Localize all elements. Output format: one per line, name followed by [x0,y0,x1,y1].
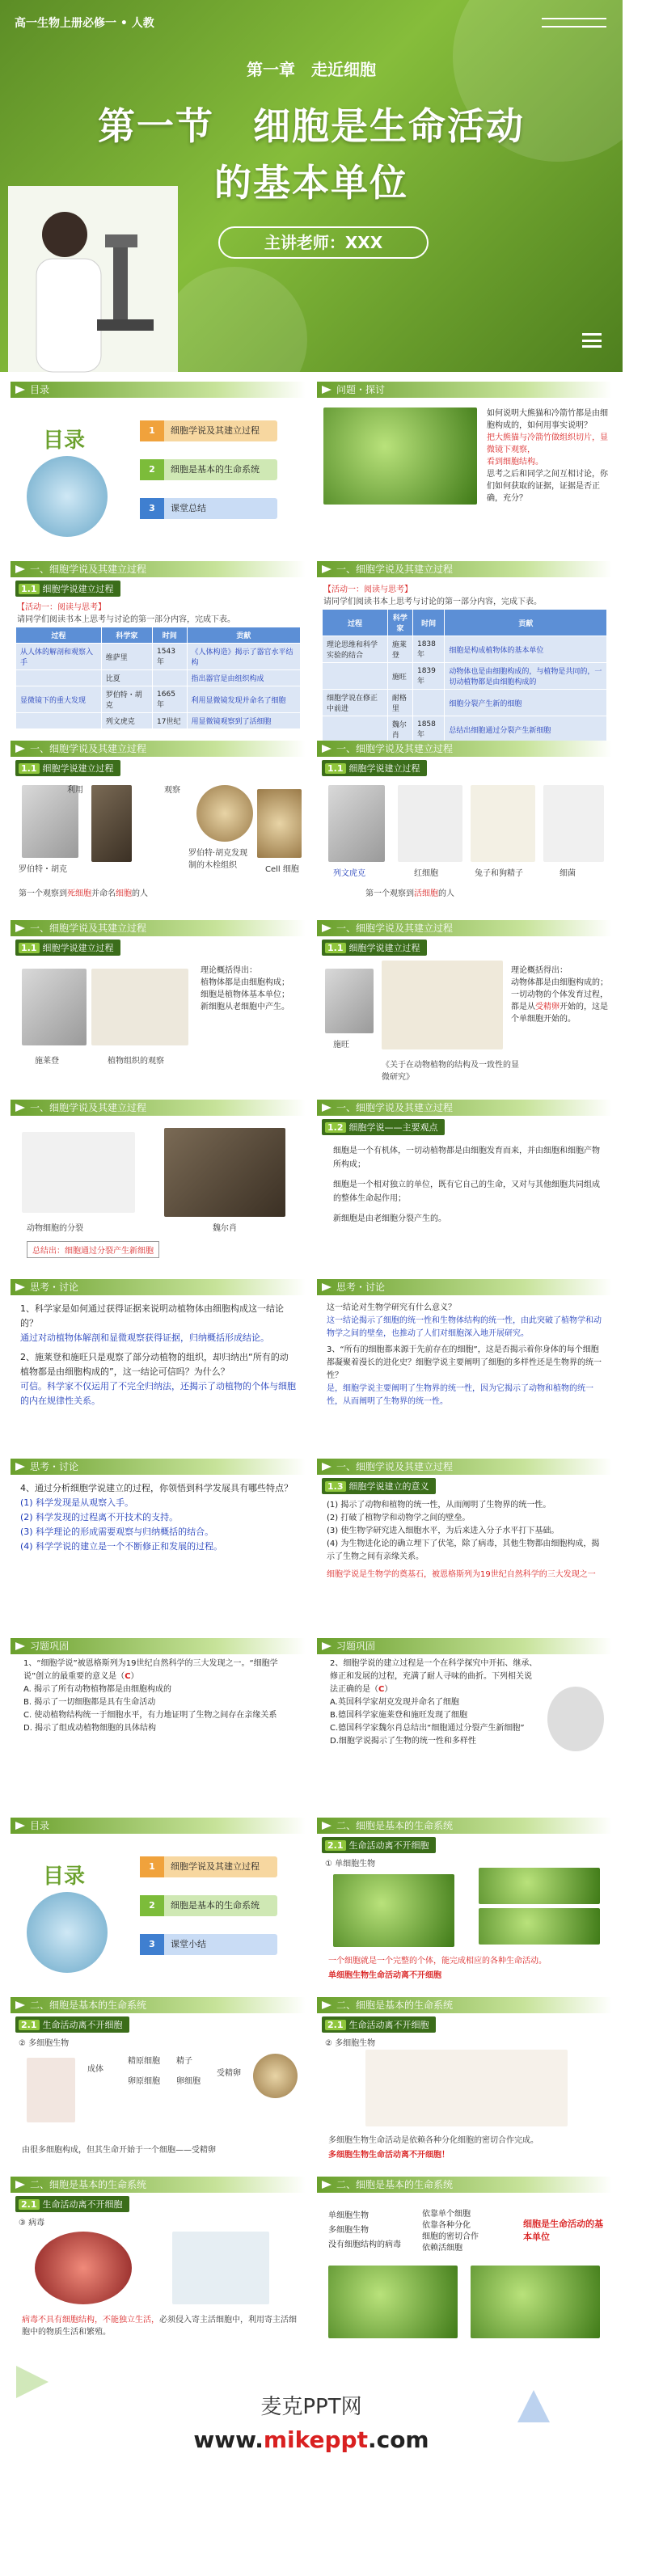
slide-header: 一、细胞学说及其建立过程 [11,561,306,577]
cover-slide [0,0,623,372]
slide-header: 习题巩固 [317,1638,612,1654]
question-4: 4、通过分析细胞学说建立的过程，你领悟到科学发展具有哪些特点？ [20,1483,293,1493]
activity-intro: 请同学们阅读书本上思考与讨论的第一部分内容，完成下表。 [17,615,235,624]
question-text: 如何说明大熊猫和冷箭竹都是由细胞构成的，如何用事实说明？ 把大熊猫与冷箭竹做组织切片，显微镜下观察， 看到细胞结构。 思考之后和同学之间互相讨论，你们如何获取的证据，证据是否正确，充分？ [487,409,608,503]
exercise-answer: C [378,1685,385,1694]
coop-text: 多细胞生物生命活动是依赖各种分化细胞的密切合作完成。 [328,2136,538,2145]
sperm-label: 精子 [176,2057,192,2066]
table-row: 比夏 指出器官是由组织构成 [16,670,301,686]
cell-honeycomb-image [257,789,302,858]
schleiden-caption: 施莱登 [35,1057,59,1066]
option-d[interactable]: D.细胞学说揭示了生物的统一性和多样性 [330,1737,476,1746]
cell-image-1 [328,2266,458,2338]
subsection-label: 1.1 细胞学说建立过程 [15,581,120,597]
slide-header: 一、细胞学说及其建立过程 [11,920,306,936]
subsection-label: 2.1 生命活动离不开细胞 [15,2016,129,2033]
red-cell-drawing [398,785,462,862]
observe-label: 观察 [164,786,180,795]
slide-header: 一、细胞学说及其建立过程 [317,1459,612,1475]
scientist-microscope-image [8,186,178,372]
subsection-label: 1.2 细胞学说——主要观点 [322,1119,445,1135]
multi-cell-coop-slide [317,1997,612,2167]
history-table-slide [11,561,306,731]
zygote-image [253,2054,298,2098]
adult-label: 成体 [87,2065,103,2074]
lesson-title-line1: 第一节 细胞是生命活动 [98,104,525,148]
activity-label: 【活动一：阅读与思考】 [17,603,106,612]
cork-caption: 罗伯特·胡克发现制的木栓组织 [188,849,248,870]
bacteria-drawing [543,785,604,862]
rbc-caption: 红细胞 [414,869,438,878]
question-slide [317,382,612,551]
toc-item-2[interactable]: 2 细胞是基本的生命系统 [140,459,277,480]
significance-slide [317,1459,612,1628]
zygote-label: 受精卵 [217,2069,241,2078]
table-row: 显微镜下的重大发现 罗伯特・胡克 1665年 利用显微镜发现并命名了细胞 [16,686,301,713]
virchow-image [164,1128,285,1217]
think-slide-2 [317,1279,612,1449]
coop-conclusion: 多细胞生物生命活动离不开细胞！ [328,2151,450,2160]
microscope-image [91,785,132,862]
history-table [15,627,301,729]
bacteria-caption: 细菌 [560,869,576,878]
slide-header: 问题・探讨 [317,382,612,398]
slide-header: 二、细胞是基本的生命系统 [317,1818,612,1834]
virchow-summary: 总结出：细胞通过分裂产生新细胞 [27,1241,159,1258]
single-cell-slide [317,1818,612,1987]
option-a[interactable]: A. 揭示了所有动物植物都是由细胞构成的 [23,1685,172,1694]
point-item: (1) 科学发现是从观察入手。 [20,1497,134,1508]
table-row: 细胞学说在修正中前进 耐格里 细胞分裂产生新的细胞 [323,690,607,716]
schleiden-portrait [22,969,87,1045]
table-row: 施旺 1839年 动物体也是由细胞构成的，与植物是共同的，一切动植物都是由细胞构成的 [323,663,607,690]
question-1: 1、科学家是如何通过获得证据来说明动植物体由细胞构成这一结论的？ [20,1303,284,1328]
exercise-question: 2、细胞学说的建立过程是一个在科学探究中开拓、继承、修正和发展的过程，充满了耐人寻味的曲折。下列相关说法正确的是（C） [330,1659,538,1694]
point-item: 细胞是一个相对独立的单位，既有它自己的生命，又对与其他细胞共同组成的整体生命起作用； [333,1180,600,1203]
slide-header: 二、细胞是基本的生命系统 [11,2177,306,2193]
hooke-portrait [22,785,78,858]
paramecium-image [333,1874,454,1947]
subsection-label: 1.1 细胞学说建立过程 [322,760,427,776]
point-item: (3) 科学理论的形成需要观察与归纳概括的结合。 [20,1527,214,1537]
slide-header: 一、细胞学说及其建立过程 [11,1100,306,1116]
schwann-points: 理论概括得出： 动物体都是由细胞构成的；一切动物的个体发育过程，都是从受精卵开始的，这是个单细胞开始的。 [511,966,608,1024]
activity-intro: 请同学们阅读书本上思考与讨论的第一部分内容，完成下表。 [323,598,542,606]
thinking-person-icon [547,1687,604,1751]
leeuwenhoek-slide [317,741,612,910]
option-c[interactable]: C. 使动植物结构统一于细胞水平，有力地证明了生物之间存在亲缘关系 [23,1711,277,1720]
option-c[interactable]: C.德国科学家魏尔肖总结出“细胞通过分裂产生新细胞” [330,1724,525,1733]
history-table-slide-2 [317,561,612,740]
virchow-slide [11,1100,306,1269]
exercise-answer: C [125,1672,131,1681]
slide-header: 思考・讨论 [317,1279,612,1295]
schwann-book-caption: 《关于在动物植物的结构及一致性的显微研究》 [382,1061,519,1082]
schwann-caption: 施旺 [333,1041,349,1049]
toc-item-1[interactable]: 1 细胞学说及其建立过程 [140,420,277,441]
slide-header: 目录 [11,382,306,398]
course-label: 高一生物上册必修一 • 人教 [15,17,154,30]
decor-lines [542,18,606,27]
subsection-label: 1.1 细胞学说建立过程 [322,940,427,956]
answer-4: 是，细胞学说主要阐明了生物界的统一性，因为它揭示了动物和植物的统一性，从而阐明了生物界的统一性。 [327,1384,593,1406]
subsection-label: 2.1 生命活动离不开细胞 [15,2196,129,2212]
table-header-row: 过程 科学家 时间 贡献 [323,610,607,636]
slide-header: 一、细胞学说及其建立过程 [11,741,306,757]
point-item: (2) 科学发现的过程离不开技术的支持。 [20,1512,179,1522]
think-content [11,1475,306,1560]
option-a[interactable]: A.英国科学家胡克发现并命名了细胞 [330,1698,459,1707]
table-row: 魏尔肖 1858年 总结出细胞通过分裂产生新细胞 [323,716,607,743]
schleiden-slide [11,920,306,1090]
doctor-illustration [27,456,108,537]
adult-figure [27,2058,75,2122]
organism-kind: ③ 病毒 [19,2219,45,2228]
decor-triangle [16,2366,49,2398]
slide-header: 习题巩固 [11,1638,306,1654]
think-content [11,1295,306,1415]
slide-header: 一、细胞学说及其建立过程 [317,1100,612,1116]
sperm-drawing [471,785,535,862]
toc-slide [11,382,306,551]
point-item: 新细胞是由老细胞分裂产生的。 [333,1214,446,1223]
animal-cell-drawing [382,961,503,1049]
point-item: (4) 科学学说的建立是一个不断修正和发展的过程。 [20,1541,223,1552]
multi-cell-slide [11,1997,306,2167]
cell-caption: Cell 细胞 [265,865,299,874]
decor-triangle [517,2390,550,2422]
single-cell-conclusion: 单细胞生物生命活动离不开细胞 [328,1971,441,1980]
leeuwenhoek-caption: 列文虎克 [333,869,365,878]
use-label: 利用 [67,786,83,795]
main-points-list [333,1144,604,1226]
organism-types: 单细胞生物 多细胞生物 没有细胞结构的病毒 [328,2211,401,2249]
organism-kind: ① 单细胞生物 [325,1860,376,1869]
chapter-title: 第一章 走近细胞 [247,60,376,79]
plant-tissue-drawing [91,969,188,1045]
toc-item-2[interactable]: 2 细胞是基本的生命系统 [140,1895,277,1916]
hooke-summary: 第一个观察到死细胞并命名细胞的人 [19,889,148,898]
history-table [322,609,607,743]
answer-2: 可信。科学家不仅运用了不完全归纳法，还揭示了动植物的个体与细胞的内在规律性关系。 [20,1381,296,1406]
think-content [317,1295,612,1415]
sperm-caption: 兔子和狗精子 [475,869,523,878]
single-cell-text: 一个细胞就是一个完整的个体，能完成相应的各种生命活动。 [328,1957,547,1966]
virus-structure-diagram [172,2232,269,2304]
menu-icon[interactable] [582,333,602,348]
hooke-slide [11,741,306,910]
leeuwenhoek-summary: 第一个观察到活细胞的人 [365,889,454,898]
slide-header: 二、细胞是基本的生命系统 [11,1997,306,2013]
exercise-slide-1 [11,1638,306,1808]
option-b[interactable]: B.德国科学家施莱登和施旺发现了细胞 [330,1711,468,1720]
question-4: 3、“所有的细胞都来源于先前存在的细胞”，这是否揭示着你身体的每个细胞都凝聚着漫长的进化史？细胞学说主要阐明了细胞的多样性还是生物界的统一性？ [327,1345,602,1380]
table-row: 从人体的解剖和观察入手 维萨里 1543年 《人体构造》揭示了器官水平结构 [16,644,301,670]
body-systems-diagram [365,2050,568,2126]
slide-header: 二、细胞是基本的生命系统 [317,1997,612,2013]
toc-slide-2 [11,1818,306,1987]
subsection-label: 1.1 细胞学说建立过程 [15,940,120,956]
answer-1: 通过对动植物体解剖和显微观察获得证据，归纳概括形成结论。 [20,1332,269,1343]
dependency-list: 依靠单个细胞 依靠各种分化 细胞的密切合作 依赖活细胞 [422,2210,479,2253]
schleiden-points: 理论概括得出： 植物体都是由细胞构成； 细胞是植物体基本单位； 新细胞从老细胞中产生。 [201,966,289,1011]
table-row: 理论思维和科学实验的结合 施莱登 1838年 细胞是构成植物体的基本单位 [323,636,607,663]
slide-header: 二、细胞是基本的生命系统 [317,2177,612,2193]
main-points-slide [317,1100,612,1269]
think-slide-1 [11,1279,306,1449]
organism-kind: ② 多细胞生物 [325,2039,376,2048]
exercise-slide-2 [317,1638,612,1808]
slide-header: 思考・讨论 [11,1279,306,1295]
egg-origin-label: 卵原细胞 [128,2077,160,2086]
subsection-label: 2.1 生命活动离不开细胞 [322,2016,436,2033]
plant-caption: 植物组织的观察 [108,1057,164,1066]
cell-image-2 [471,2266,600,2338]
toc-title: 目录 [43,1864,86,1889]
lesson-title-line2: 的基本单位 [214,161,408,205]
virus-image [35,2232,132,2304]
slide-header: 目录 [11,1818,306,1834]
microbe-image-1 [479,1868,600,1904]
schwann-slide [317,920,612,1090]
leeuwenhoek-portrait [328,785,385,862]
virus-slide [11,2177,306,2346]
subsection-label: 1.1 细胞学说建立过程 [15,760,120,776]
summary-slide [317,2177,612,2346]
microbe-image-2 [479,1908,600,1945]
organism-kind: ② 多细胞生物 [19,2039,70,2048]
toc-title: 目录 [43,429,86,453]
table-row: 列文虎克 17世纪 用显微镜观察到了活细胞 [16,713,301,729]
hooke-caption: 罗伯特・胡克 [19,865,67,874]
answer-3: 这一结论揭示了细胞的统一性和生物体结构的统一性，由此突破了植物学和动物学之间的壁垒，也推动了人们对细胞深入地开展研究。 [327,1316,602,1338]
panda-image [323,408,477,505]
toc-item-3[interactable]: 3 课堂总结 [140,498,277,519]
conclusion: 细胞是生命活动的基本单位 [523,2219,603,2242]
point-item: 细胞是一个有机体，一切动植物都是由细胞发育而来，并由细胞和细胞产物所构成； [333,1147,600,1169]
option-b[interactable]: B. 揭示了一切细胞都是具有生命活动 [23,1698,156,1707]
option-d[interactable]: D. 揭示了组成动植物细胞的具体结构 [23,1724,157,1733]
egg-label: 卵细胞 [176,2077,201,2086]
footer [0,2358,623,2495]
sperm-origin-label: 精原细胞 [128,2057,160,2066]
slide-header: 思考・讨论 [11,1459,306,1475]
schwann-portrait [325,969,374,1033]
exercise-content [11,1654,306,1738]
table-header-row: 过程 科学家 时间 贡献 [16,627,301,644]
question-3: 这一结论对生物学研究有什么意义？ [327,1303,456,1312]
doctor-illustration [27,1892,108,1973]
significance-list: (1) 揭示了动物和植物的统一性，从而阐明了生物界的统一性。 (2) 打破了植物学和动物学之间的壁垒。 (3) 使生物学研究进入细胞水平，为后来进入分子水平打下基础。 (4) 为生物进化论的确立埋下了伏笔，除了病毒，其他生物都由细胞构成，揭示了生物之间有亲缘关系。 细胞学说是生物学的奠基石，被恩格斯列为19世纪自然科学的三大发现之一 [327,1501,600,1579]
division-caption: 动物细胞的分裂 [27,1224,83,1233]
virchow-caption: 魏尔肖 [213,1224,237,1233]
toc-item-3[interactable]: 3 课堂小结 [140,1934,277,1955]
cork-cells-image [196,785,253,842]
toc-item-1[interactable]: 1 细胞学说及其建立过程 [140,1856,277,1877]
brand-name: 麦克PPT网 [260,2395,362,2419]
multi-cell-text: 由很多细胞构成，但其生命开始于一个细胞——受精卵 [22,2146,216,2155]
exercise-question: 1、“细胞学说”被恩格斯列为19世纪自然科学的三大发现之一。“细胞学说”创立的最重要的意义是（C） [23,1659,278,1681]
question-2: 2、施莱登和施旺只是观察了部分动植物的组织，却归纳出“所有的动植物都是由细胞构成的”，这一结论可信吗？为什么？ [20,1352,289,1377]
think-slide-3 [11,1459,306,1628]
slide-header: 一、细胞学说及其建立过程 [317,920,612,936]
brand-url[interactable]: www.mikeppt.com [193,2426,429,2453]
slide-header: 一、细胞学说及其建立过程 [317,561,612,577]
slide-header: 一、细胞学说及其建立过程 [317,741,612,757]
subsection-label: 1.3 细胞学说建立的意义 [322,1478,436,1494]
teacher-badge: 主讲老师：XXX [218,226,429,259]
cell-division-drawing [22,1132,135,1213]
activity-label: 【活动一：阅读与思考】 [323,585,412,594]
subsection-label: 2.1 生命活动离不开细胞 [322,1837,436,1853]
virus-text: 病毒不具有细胞结构，不能独立生活，必须侵入寄主活细胞中，利用寄主活细胞中的物质生活和繁殖。 [22,2316,297,2337]
